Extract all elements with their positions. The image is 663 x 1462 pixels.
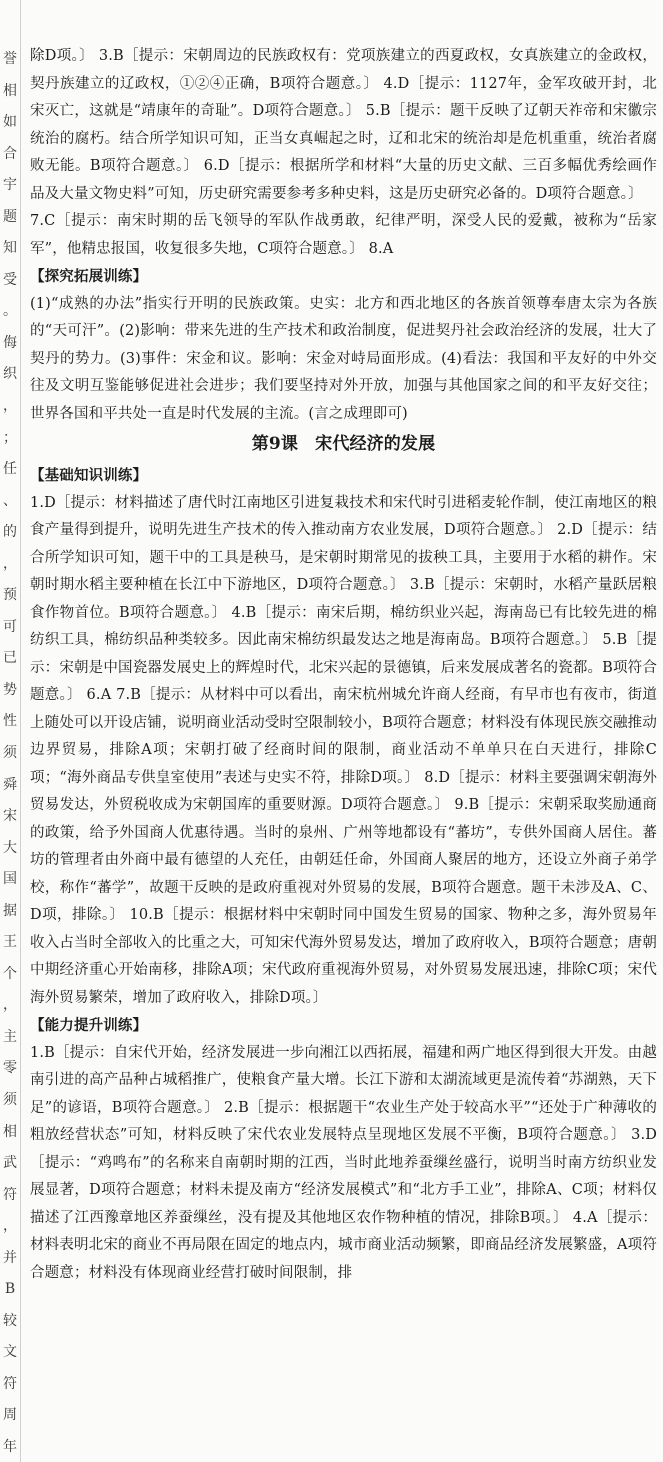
margin-char: 、: [3, 493, 17, 509]
margin-char: 相: [3, 1124, 17, 1140]
margin-char: ，: [3, 398, 17, 414]
jichu-answers: 1.D［提示：材料描述了唐代时江南地区引进复栽技术和宋代时引进稻麦轮作制，使江南地区的粮食产量得到提升，说明先进生产技术的传入推动南方农业发展，D项符合题意。〕 2.D［提示：结合所学知识可知，题干中的工具是秧马，是宋朝时期常见的拔秧工具，主要用于水稻的耕作。宋朝时期水稻主要种植在长江中下游地区，D项符合题意。〕 3.B［提示：宋朝时，水稻产量跃居粮食作物首位。B项符合题意。〕 4.B［提示：南宋后期，棉纺织业兴起，海南岛已有比较先进的棉纺织工具，棉纺织品种类较多。因此南宋棉纺织最发达之地是海南岛。B项符合题意。〕 5.B［提示：宋朝是中国瓷器发展史上的辉煌时代，北宋兴起的景德镇，后来发展成著名的瓷都。B项符合题意。〕 6.A 7.B［提示：从材料中可以看出，南宋杭州城允许商人经商，有早市也有夜市，街道上随处可以开设店铺，说明商业活动受时空限制较小，B项符合题意；材料没有体现民族交融推动边界贸易，排除A项；宋朝打破了经商时间的限制，商业活动不单单只在白天进行，排除C项；“海外商品专供皇室使用”表述与史实不符，排除D项。〕 8.D［提示：材料主要强调宋朝海外贸易发达，外贸税收成为宋朝国库的重要财源。D项符合题意。〕 9.B［提示：宋朝采取奖励通商的政策，给予外国商人优惠待遇。当时的泉州、广州等地都设有“蕃坊”，专供外国商人居住。蕃坊的管理者由外商中最有德望的人充任，由朝廷任命，外国商人聚居的地方，还设立外商子弟学校，称作“蕃学”，故题干反映的是政府重视对外贸易的发展，B项符合题意。题干未涉及A、C、D项，排除。〕 10.B［提示：根据材料中宋朝时同中国发生贸易的国家、物种之多，海外贸易年收入占当时全部收入的比重之大，可知宋代海外贸易发达，增加了政府收入，B项符合题意；唐朝中期经济重心开始南移，排除A项；宋代政府重视海外贸易，对外贸易发展迅速，排除C项；宋代海外贸易繁荣，增加了政府收入，排除D项。〕: [30, 494, 657, 1006]
margin-char: 符: [3, 1187, 17, 1203]
margin-char: 性: [3, 713, 17, 729]
margin-char: 的: [3, 524, 17, 540]
margin-char: 预: [3, 587, 17, 603]
margin-char: 宇: [3, 177, 17, 193]
margin-char: 誉: [3, 51, 17, 67]
margin-char: 舜: [3, 777, 17, 793]
tanjiu-answer: (1)“成熟的办法”指实行开明的民族政策。史实：北方和西北地区的各族首领尊奉唐太宗为各族的“天可汗”。(2)影响：带来先进的生产技术和政治制度，促进契丹社会政治经济的发展，壮大了契丹的势力。(3)事件：宋金和议。影响：宋金对峙局面形成。(4)看法：我国和平友好的中外交往及文明互鉴能够促进社会进步；我们要坚持对外开放，加强与其他国家之间的和平友好交往；世界各国和平共处一直是时代发展的主流。(言之成理即可): [30, 295, 657, 422]
margin-char: 个: [3, 966, 17, 982]
nengli-answers: 1.B［提示：自宋代开始，经济发展进一步向湘江以西拓展，福建和两广地区得到很大开发。由越南引进的高产品种占城稻推广，使粮食产量大增。长江下游和太湖流域更是流传着“苏湖熟，天下足”的谚语，B项符合题意。〕 2.B［提示：根据题干“农业生产处于较高水平”“还处于广种薄收的粗放经营状态”可知，材料反映了宋代农业发展特点呈现地区发展不平衡，B项符合题意。〕 3.D［提示：“鸡鸣布”的名称来自南朝时期的江西，当时此地养蚕缫丝盛行，说明当时南方纺织业发展显著，D项符合题意；材料未提及南方“经济发展模式”和“北方手工业”，排除A、C项；材料仅描述了江西豫章地区养蚕缫丝，没有提及其他地区农作物种植的情况，排除B项。〕 4.A［提示：材料表明北宋的商业不再局限在固定的地点内，城市商业活动频繁，即商品经济发展繁盛，A项符合题意；材料没有体现商业经营打破时间限制，排: [30, 1044, 657, 1281]
margin-char: ，: [3, 556, 17, 572]
margin-char: 主: [3, 1029, 17, 1045]
margin-char: 须: [3, 745, 17, 761]
lesson8-para-2: 7.C［提示：南宋时期的岳飞领导的军队作战勇敢，纪律严明，深受人民的爱戴，被称为“岳家军”，他精忠报国，收复很多失地，C项符合题意。〕 8.A: [30, 213, 657, 257]
margin-char: 零: [3, 1060, 17, 1076]
margin-char: 。: [3, 303, 17, 319]
lesson-title: 第9课 宋代经济的发展: [251, 434, 436, 454]
margin-char: 已: [3, 650, 17, 666]
margin-char: 文: [3, 1344, 17, 1360]
margin-char: ；: [3, 430, 17, 446]
lesson8-para-1: 除D项。〕 3.B［提示：宋朝周边的民族政权有：党项族建立的西夏政权，女真族建立的金政权，契丹族建立的辽政权，①②④正确，B项符合题意。〕 4.D［提示：1127年，金军攻破开封，北宋灭亡，这就是“靖康年的奇耻”。D项符合题意。〕 5.B［提示：题干反映了辽朝天祚帝和宋徽宗统治的腐朽。结合所学知识可知，正当女真崛起之时，辽和北宋的统治却是危机重重，统治者腐败无能。B项符合题意。〕 6.D［提示：根据所学和材料“大量的历史文献、三百多幅优秀绘画作品及大量文物史料”可知，历史研究需要参考多种史料，这是历史研究必备的。D项符合题意。〕: [30, 48, 657, 202]
margin-char: 周: [3, 1407, 17, 1423]
margin-char: 题: [3, 209, 17, 225]
section-tag-tanjiu: 【探究拓展训练】: [30, 268, 148, 285]
margin-char: 如: [3, 114, 17, 130]
margin-char: 知: [3, 240, 17, 256]
margin-char: 宋: [3, 808, 17, 824]
margin-char: 符: [3, 1376, 17, 1392]
margin-char: 势: [3, 682, 17, 698]
margin-char: ，: [3, 1218, 17, 1234]
margin-char: 相: [3, 83, 17, 99]
margin-char: 武: [3, 1155, 17, 1171]
margin-char: 受: [3, 272, 17, 288]
margin-char: 可: [3, 619, 17, 635]
margin-char: 合: [3, 146, 17, 162]
margin-char: 据: [3, 903, 17, 919]
margin-char: ，: [3, 997, 17, 1013]
margin-char: 国: [3, 871, 17, 887]
margin-char: 任: [3, 461, 17, 477]
answer-content: [30, 43, 657, 1287]
margin-char: 织: [3, 366, 17, 382]
margin-char: 须: [3, 1092, 17, 1108]
margin-char: 年: [3, 1439, 17, 1455]
margin-char: 较: [3, 1313, 17, 1329]
margin-char: B: [4, 1281, 16, 1297]
section-tag-nengli: 【能力提升训练】: [30, 1017, 148, 1034]
section-tag-jichu: 【基础知识训练】: [30, 467, 148, 484]
margin-char: 侮: [3, 335, 17, 351]
margin-char: 并: [3, 1250, 17, 1266]
margin-char: 王: [3, 934, 17, 950]
left-margin-strip: [0, 0, 21, 1462]
margin-char: 大: [3, 840, 17, 856]
